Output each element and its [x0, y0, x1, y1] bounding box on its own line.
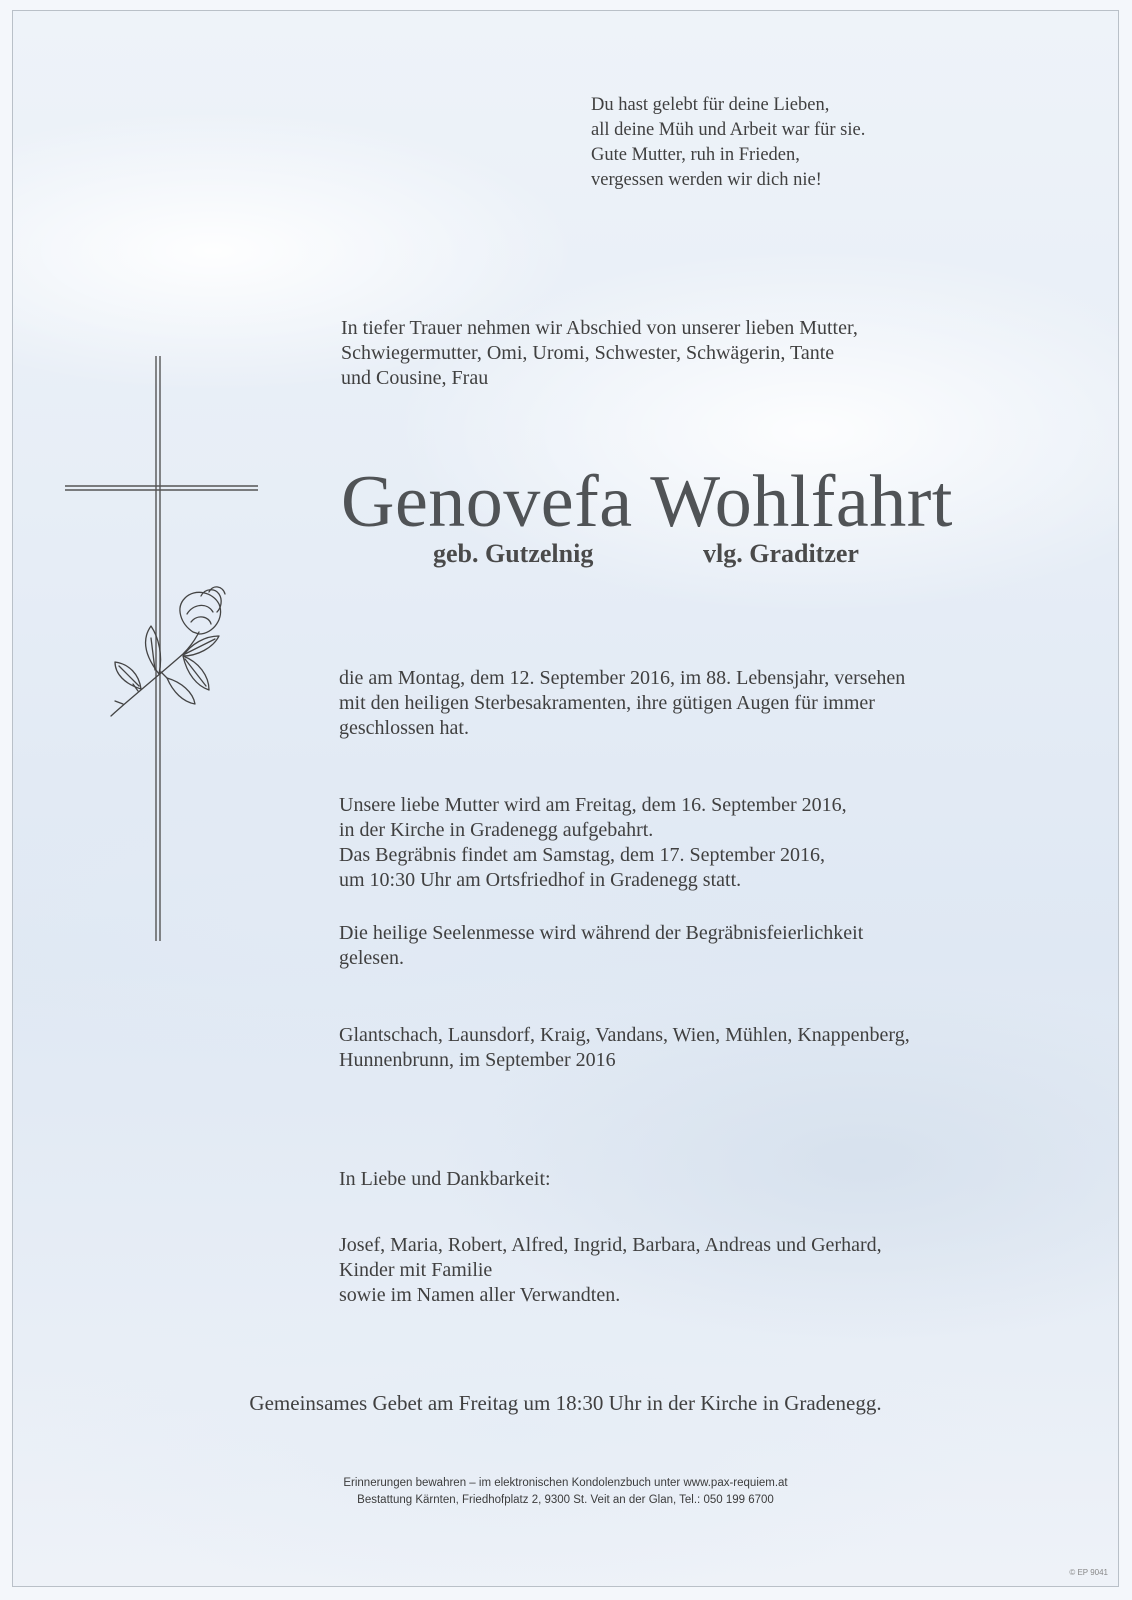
print-code: © EP 9041: [1069, 1568, 1108, 1577]
footer: [13, 1475, 1118, 1509]
deceased-name: Genovefa Wohlfahrt: [341, 461, 953, 543]
obituary-page: [12, 10, 1119, 1587]
places-paragraph: [339, 1023, 910, 1073]
footer-line: Erinnerungen bewahren – im elektronischen Kondolenzbuch unter www.pax-requiem.at: [343, 1477, 788, 1489]
verse-line: all deine Müh und Arbeit war für sie.: [591, 120, 866, 140]
verse-line: vergessen werden wir dich nie!: [591, 170, 822, 190]
funeral-line: um 10:30 Uhr am Ortsfriedhof in Gradenegg statt.: [339, 869, 742, 891]
mourners-line: Josef, Maria, Robert, Alfred, Ingrid, Barbara, Andreas und Gerhard,: [339, 1234, 882, 1256]
verse-line: Du hast gelebt für deine Lieben,: [591, 95, 830, 115]
death-notice-line: die am Montag, dem 12. September 2016, im 88. Lebensjahr, versehen: [339, 667, 906, 689]
closing-heading: In Liebe und Dankbarkeit:: [339, 1168, 551, 1190]
intro-line: In tiefer Trauer nehmen wir Abschied von unserer lieben Mutter,: [341, 317, 858, 339]
places-line: Glantschach, Launsdorf, Kraig, Vandans, Wien, Mühlen, Knappenberg,: [339, 1024, 910, 1046]
intro-line: Schwiegermutter, Omi, Uromi, Schwester, Schwägerin, Tante: [341, 342, 835, 364]
funeral-paragraph: [339, 793, 847, 893]
mass-line: gelesen.: [339, 947, 404, 969]
funeral-line: Das Begräbnis findet am Samstag, dem 17. September 2016,: [339, 844, 826, 866]
mass-paragraph: [339, 921, 863, 971]
death-notice-paragraph: [339, 666, 905, 741]
memorial-verse: [591, 93, 865, 193]
funeral-line: Unsere liebe Mutter wird am Freitag, dem 16. September 2016,: [339, 794, 847, 816]
death-notice-line: geschlossen hat.: [339, 717, 469, 739]
intro-line: und Cousine, Frau: [341, 367, 489, 389]
funeral-line: in der Kirche in Gradenegg aufgebahrt.: [339, 819, 654, 841]
footer-line: Bestattung Kärnten, Friedhofplatz 2, 9300 St. Veit an der Glan, Tel.: 050 199 6700: [357, 1494, 774, 1506]
intro-paragraph: [341, 316, 858, 391]
places-line: Hunnenbrunn, im September 2016: [339, 1049, 616, 1071]
house-name: vlg. Graditzer: [703, 539, 859, 568]
mourners-line: Kinder mit Familie: [339, 1259, 493, 1281]
cross-with-rose-icon: [63, 356, 263, 946]
birth-name: geb. Gutzelnig: [433, 539, 594, 568]
mourners-line: sowie im Namen aller Verwandten.: [339, 1284, 621, 1306]
mourners-paragraph: [339, 1233, 882, 1308]
death-notice-line: mit den heiligen Sterbesakramenten, ihre gütigen Augen für immer: [339, 692, 875, 714]
prayer-announcement: Gemeinsames Gebet am Freitag um 18:30 Uhr in der Kirche in Gradenegg.: [249, 1391, 882, 1415]
mass-line: Die heilige Seelenmesse wird während der Begräbnisfeierlichkeit: [339, 922, 864, 944]
verse-line: Gute Mutter, ruh in Frieden,: [591, 145, 800, 165]
